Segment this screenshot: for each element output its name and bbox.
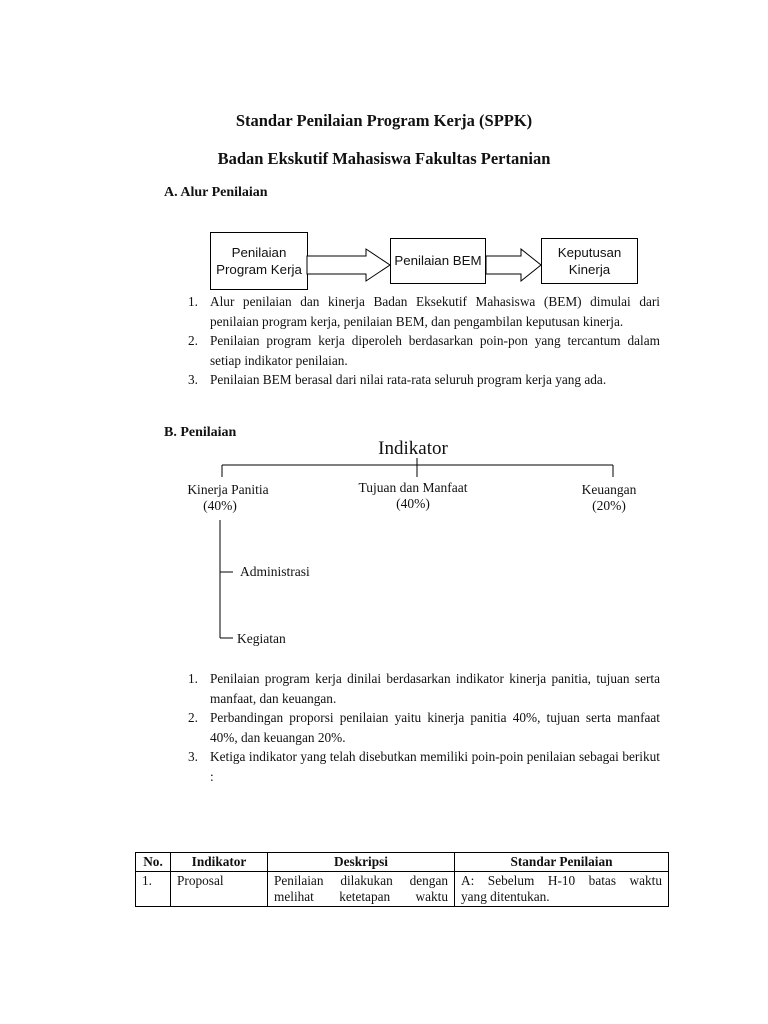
flow-box-keputusan: Keputusan Kinerja [541, 238, 638, 284]
header-deskripsi: Deskripsi [268, 853, 455, 872]
section-b-heading: B. Penilaian [164, 425, 237, 440]
table-row [136, 872, 669, 907]
tree-node-kinerja-panitia: Kinerja Panitia (40%) [187, 482, 269, 513]
document-subtitle: Badan Ekskutif Mahasiswa Fakultas Pertanian [217, 149, 551, 168]
tree-sub-kegiatan: Kegiatan [237, 631, 286, 646]
list-item: 1. Penilaian program kerja dinilai berdasarkan indikator kinerja panitia, tujuan serta manfaat, dan keuangan. [188, 671, 660, 706]
section-b-list [188, 669, 660, 786]
list-item: 2. Penilaian program kerja diperoleh berdasarkan poin-pon yang tercantum dalam setiap indikator penilaian. [188, 333, 660, 368]
list-item: 1. Alur penilaian dan kinerja Badan Eksekutif Mahasiswa (BEM) dimulai dari penilaian program kerja, penilaian BEM, dan pengambilan keputusan kinerja. [188, 294, 660, 329]
table-header-row [136, 853, 669, 872]
list-item: 3. Penilaian BEM berasal dari nilai rata-rata seluruh program kerja yang ada. [188, 372, 607, 387]
tree-sub-administrasi: Administrasi [240, 564, 310, 579]
tree-root: Indikator [378, 438, 448, 459]
tree-node-keuangan: Keuangan (20%) [581, 482, 637, 513]
cell-no: 1. [136, 872, 171, 907]
criteria-table [135, 852, 669, 907]
list-item: 3. Ketiga indikator yang telah disebutkan memiliki poin-poin penilaian sebagai berikut : [188, 749, 660, 784]
document-title: Standar Penilaian Program Kerja (SPPK) [235, 111, 533, 130]
section-a-heading: A. Alur Penilaian [164, 185, 268, 200]
flow-box-program-kerja: Penilaian Program Kerja [210, 232, 308, 290]
header-no: No. [136, 853, 171, 872]
cell-indikator: Proposal [171, 872, 268, 907]
header-indikator: Indikator [171, 853, 268, 872]
list-item: 2. Perbandingan proporsi penilaian yaitu kinerja panitia 40%, tujuan serta manfaat 40%, dan keuangan 20%. [188, 710, 660, 745]
flow-box-bem: Penilaian BEM [390, 238, 486, 284]
cell-standar: A: Sebelum H-10 batas waktu yang ditentukan. [455, 872, 669, 907]
cell-deskripsi: Penilaian dilakukan dengan melihat ketetapan waktu [268, 872, 455, 907]
header-standar: Standar Penilaian [455, 853, 669, 872]
tree-node-tujuan-manfaat: Tujuan dan Manfaat (40%) [358, 480, 468, 511]
